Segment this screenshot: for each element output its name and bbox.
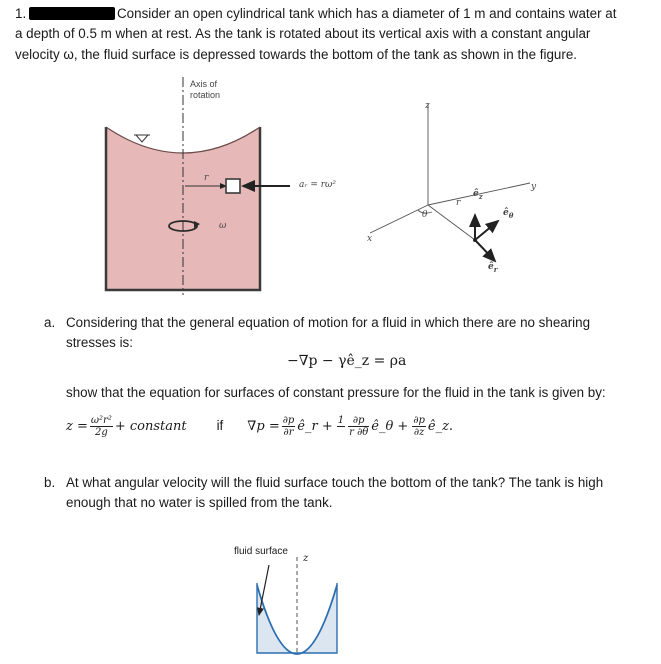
equation-of-motion: −∇p − γê_z = ρa [287,353,407,369]
unit-etheta-subscript: θ [508,210,514,220]
coord-r-label: r [456,198,461,208]
accel-label: aᵣ = rω² [299,180,337,190]
unit-ez-symbol: ê [473,189,479,199]
axis-label-line2: rotation [190,90,221,100]
part-b-line2: enough that no water is spilled from the tank. [66,495,333,510]
eq-dp-z: ∂p [413,414,425,426]
pressure-surface-equation [66,411,453,441]
eq-numerator: ω²r² [90,414,112,426]
problem-intro-line3: velocity ω, the fluid surface is depressed towards the bottom of the tank as shown in the figure. [15,47,578,62]
unit-etheta-label [503,208,513,220]
eq-dp: ∂p [282,414,295,426]
surface-marker-icon [136,135,148,142]
fluid-surface-label: fluid surface [234,546,288,557]
eq-dz: ∂z [413,426,425,438]
eq-grad-p: ∇p = [247,418,280,434]
coord-z-label: z [425,101,430,111]
eq-e-theta: ê_θ + [371,418,409,434]
eq-dp-dtheta [348,415,369,438]
unit-ez-subscript: z [478,191,483,201]
unit-er-symbol: ê [488,262,494,272]
unit-er-label [488,262,497,274]
eq-if: if [216,418,224,433]
part-a-label: a. [44,315,56,330]
eq-dp-theta: ∂p [348,415,369,427]
unit-ez-label [473,189,483,201]
eq-one-over-r [337,415,345,438]
problem-intro-line2: a depth of 0.5 m when at rest. As the tank is rotated about its vertical axis with a constant angular [15,26,591,41]
eq-dp-dz [412,415,426,438]
fluid-surface-figure [240,555,370,660]
part-b-line1: At what angular velocity will the fluid surface touch the bottom of the tank? The tank is high [66,475,604,490]
axis-label-line1: Axis of [190,79,218,89]
unit-er-subscript: r [493,264,498,274]
part-a-show-line: show that the equation for surfaces of constant pressure for the fluid in the tank is given by: [66,385,606,400]
fluid-element [226,179,240,193]
part-a-line1: Considering that the general equation of motion for a fluid in which there are no shearing [66,315,591,330]
problem-intro-line1: Consider an open cylindrical tank which has a diameter of 1 m and contains water at [117,6,617,21]
part-a-line2: stresses is: [66,335,133,350]
coord-x-label: x [367,234,373,244]
coord-theta-label: θ [422,210,428,220]
part-b-label: b. [44,475,56,490]
e-r-arrow [475,240,495,261]
eq-z: z = [66,418,88,434]
eq-denominator: 2g [94,426,108,438]
eq-dp-dr [282,415,296,438]
eq-e-z: ê_z. [427,418,454,434]
eq-constant: + constant [114,418,187,434]
eq-fraction [90,415,113,438]
unit-etheta-symbol: ê [503,208,509,218]
e-theta-arrow [475,221,498,240]
redaction-bar [29,7,115,20]
eq-one: 1 [337,414,345,426]
eq-r-dtheta: r ∂θ [349,426,369,438]
r-label: r [204,173,209,183]
problem-number: 1. [15,6,27,21]
eq-r [337,427,345,438]
eq-dr: ∂r [283,426,294,438]
omega-label: ω [219,221,227,231]
eq-e-r: ê_r + [297,418,333,434]
coord-y-label: y [531,182,537,192]
coordinate-axes [370,103,530,261]
figure2-z-label: z [303,553,309,564]
